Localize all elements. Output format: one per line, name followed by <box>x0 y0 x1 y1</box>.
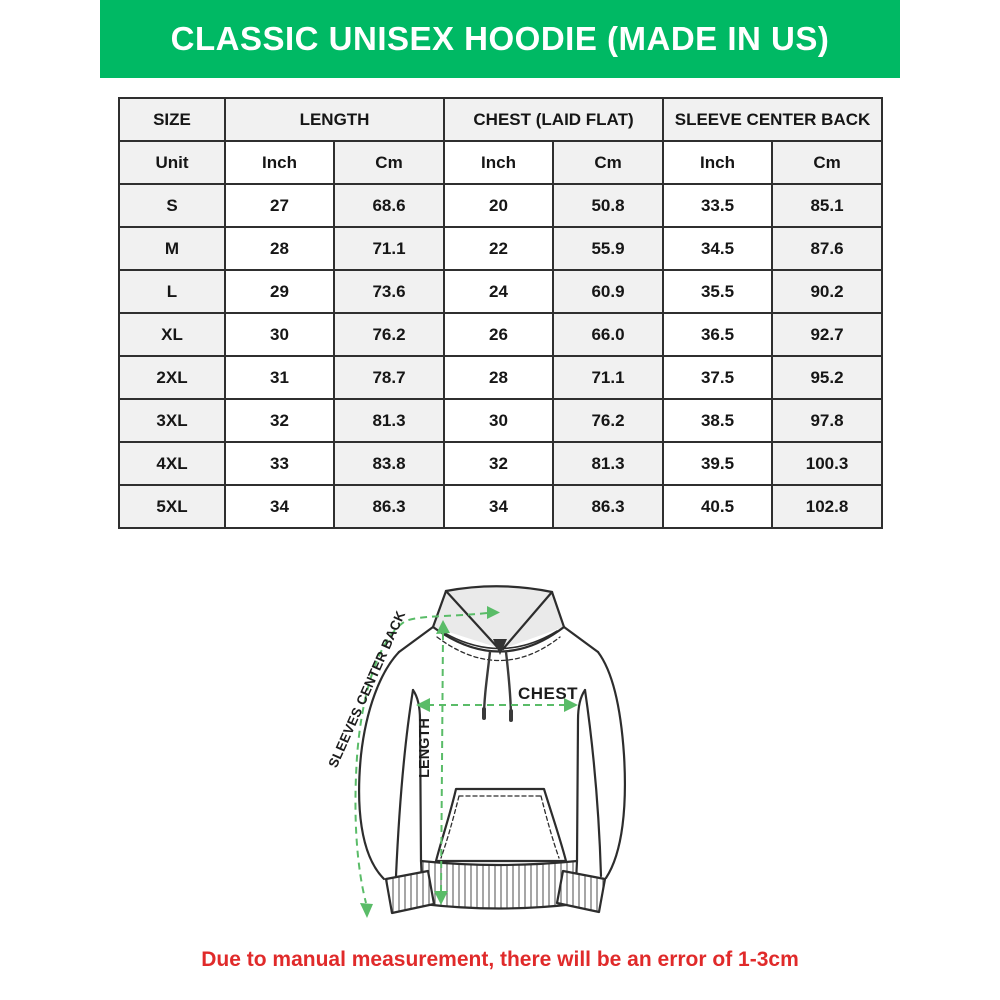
measurement-cell: 28 <box>444 356 553 399</box>
unit-header-cell: Unit <box>119 141 225 184</box>
measurement-cell: 37.5 <box>663 356 772 399</box>
table-row <box>119 442 882 485</box>
title-banner <box>100 0 900 78</box>
measurement-cell: 76.2 <box>553 399 663 442</box>
size-cell: XL <box>119 313 225 356</box>
unit-header-cell: Cm <box>334 141 444 184</box>
measurement-cell: 95.2 <box>772 356 882 399</box>
measurement-cell: 34 <box>225 485 334 528</box>
size-chart-table <box>118 97 883 529</box>
size-cell: L <box>119 270 225 313</box>
measurement-cell: 33.5 <box>663 184 772 227</box>
unit-header-cell: Inch <box>444 141 553 184</box>
size-cell: 4XL <box>119 442 225 485</box>
pocket <box>436 789 566 861</box>
measurement-cell: 71.1 <box>334 227 444 270</box>
size-cell: 2XL <box>119 356 225 399</box>
measurement-cell: 29 <box>225 270 334 313</box>
measurement-cell: 35.5 <box>663 270 772 313</box>
size-cell: 5XL <box>119 485 225 528</box>
table-row <box>119 399 882 442</box>
header-group-row <box>119 98 882 141</box>
measurement-cell: 40.5 <box>663 485 772 528</box>
measurement-cell: 87.6 <box>772 227 882 270</box>
measurement-cell: 30 <box>444 399 553 442</box>
table-row <box>119 227 882 270</box>
page-title: CLASSIC UNISEX HOODIE (MADE IN US) <box>170 20 830 57</box>
measurement-cell: 100.3 <box>772 442 882 485</box>
measurement-cell: 81.3 <box>334 399 444 442</box>
measurement-cell: 55.9 <box>553 227 663 270</box>
measurement-cell: 92.7 <box>772 313 882 356</box>
measurement-cell: 102.8 <box>772 485 882 528</box>
measurement-cell: 31 <box>225 356 334 399</box>
table-row <box>119 356 882 399</box>
column-group-header: SLEEVE CENTER BACK <box>663 98 882 141</box>
table-row <box>119 313 882 356</box>
column-group-header: CHEST (LAID FLAT) <box>444 98 663 141</box>
measurement-cell: 22 <box>444 227 553 270</box>
sleeve-label: SLEEVES CENTER BACK <box>325 608 409 770</box>
unit-header-cell: Inch <box>663 141 772 184</box>
measurement-cell: 76.2 <box>334 313 444 356</box>
measurement-cell: 20 <box>444 184 553 227</box>
measurement-cell: 34.5 <box>663 227 772 270</box>
measurement-cell: 38.5 <box>663 399 772 442</box>
measurement-cell: 50.8 <box>553 184 663 227</box>
measurement-cell: 26 <box>444 313 553 356</box>
measurement-cell: 86.3 <box>334 485 444 528</box>
measurement-cell: 36.5 <box>663 313 772 356</box>
measurement-cell: 78.7 <box>334 356 444 399</box>
column-group-header: LENGTH <box>225 98 444 141</box>
measurement-cell: 32 <box>444 442 553 485</box>
measurement-cell: 90.2 <box>772 270 882 313</box>
size-table-body <box>119 184 882 528</box>
unit-header-cell: Cm <box>553 141 663 184</box>
measurement-cell: 71.1 <box>553 356 663 399</box>
measurement-cell: 83.8 <box>334 442 444 485</box>
measurement-cell: 24 <box>444 270 553 313</box>
measurement-error-note: Due to manual measurement, there will be an error of 1-3cm <box>201 948 799 971</box>
unit-header-row <box>119 141 882 184</box>
measurement-cell: 85.1 <box>772 184 882 227</box>
measurement-cell: 60.9 <box>553 270 663 313</box>
measurement-cell: 97.8 <box>772 399 882 442</box>
measurement-cell: 73.6 <box>334 270 444 313</box>
measurement-cell: 86.3 <box>553 485 663 528</box>
table-row <box>119 184 882 227</box>
chest-label: CHEST <box>517 684 579 703</box>
size-cell: S <box>119 184 225 227</box>
measurement-cell: 68.6 <box>334 184 444 227</box>
measurement-cell: 81.3 <box>553 442 663 485</box>
measurement-cell: 30 <box>225 313 334 356</box>
measurement-cell: 33 <box>225 442 334 485</box>
table-row <box>119 270 882 313</box>
size-cell: 3XL <box>119 399 225 442</box>
measurement-cell: 32 <box>225 399 334 442</box>
unit-header-cell: Cm <box>772 141 882 184</box>
length-label: LENGTH <box>417 718 433 778</box>
measurement-cell: 39.5 <box>663 442 772 485</box>
measurement-cell: 34 <box>444 485 553 528</box>
table-row <box>119 485 882 528</box>
unit-header-cell: Inch <box>225 141 334 184</box>
hoodie-measurement-diagram <box>325 575 685 945</box>
column-group-header: SIZE <box>119 98 225 141</box>
size-cell: M <box>119 227 225 270</box>
measurement-cell: 66.0 <box>553 313 663 356</box>
measurement-cell: 28 <box>225 227 334 270</box>
measurement-cell: 27 <box>225 184 334 227</box>
